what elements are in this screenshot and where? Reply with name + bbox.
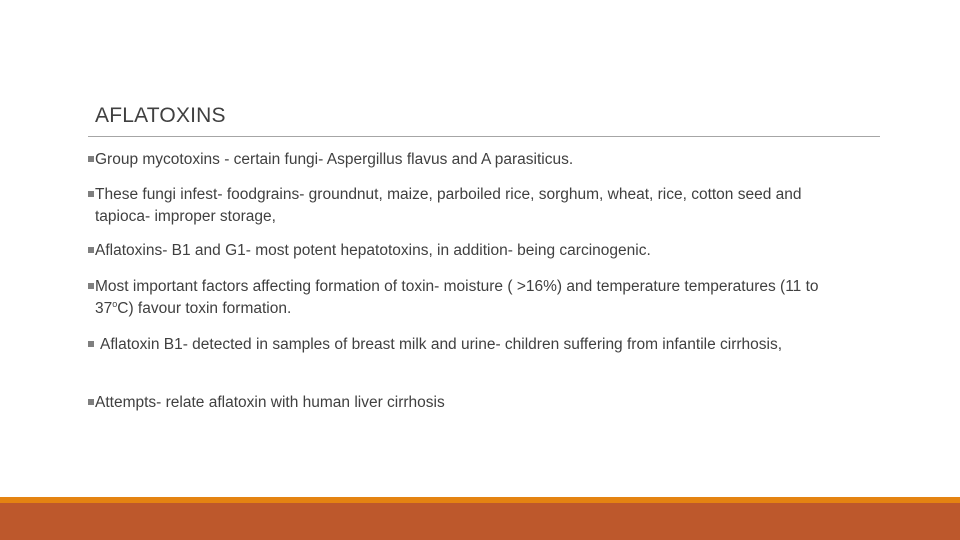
square-bullet-icon — [88, 283, 94, 289]
bullet-text-4-part-2: C) favour toxin formation. — [117, 300, 292, 317]
bullet-item-5 — [88, 334, 858, 356]
square-bullet-icon — [88, 341, 94, 347]
title-divider — [88, 136, 880, 137]
bullet-item-3 — [88, 240, 858, 262]
footer-bar — [0, 503, 960, 540]
bullet-text-2: These fungi infest- foodgrains- groundnut, maize, parboiled rice, sorghum, wheat, rice, cotton seed and tapioca- improper storage, — [95, 186, 802, 225]
bullet-item-1 — [88, 149, 858, 171]
bullet-text-4 — [88, 276, 858, 320]
square-bullet-icon — [88, 191, 94, 197]
bullet-text-4-part-1: Most important factors affecting formation of toxin- moisture ( >16%) and temperature temperatures (11 to 37 — [95, 278, 819, 317]
bullet-text-5: Aflatoxin B1- detected in samples of breast milk and urine- children suffering from infantile cirrhosis, — [100, 336, 783, 353]
slide-title: AFLATOXINS — [95, 104, 226, 127]
bullet-text-1: Group mycotoxins - certain fungi- Aspergillus flavus and A parasiticus. — [95, 151, 574, 168]
square-bullet-icon — [88, 247, 94, 253]
bullet-item-4 — [88, 276, 858, 320]
square-bullet-icon — [88, 399, 94, 405]
square-bullet-icon — [88, 156, 94, 162]
bullet-item-6 — [88, 392, 858, 414]
bullet-item-2 — [88, 184, 858, 228]
bullet-text-6: Attempts- relate aflatoxin with human liver cirrhosis — [95, 394, 445, 411]
bullet-text-3: Aflatoxins- B1 and G1- most potent hepatotoxins, in addition- being carcinogenic. — [95, 242, 651, 259]
degree-superscript: o — [112, 298, 118, 309]
